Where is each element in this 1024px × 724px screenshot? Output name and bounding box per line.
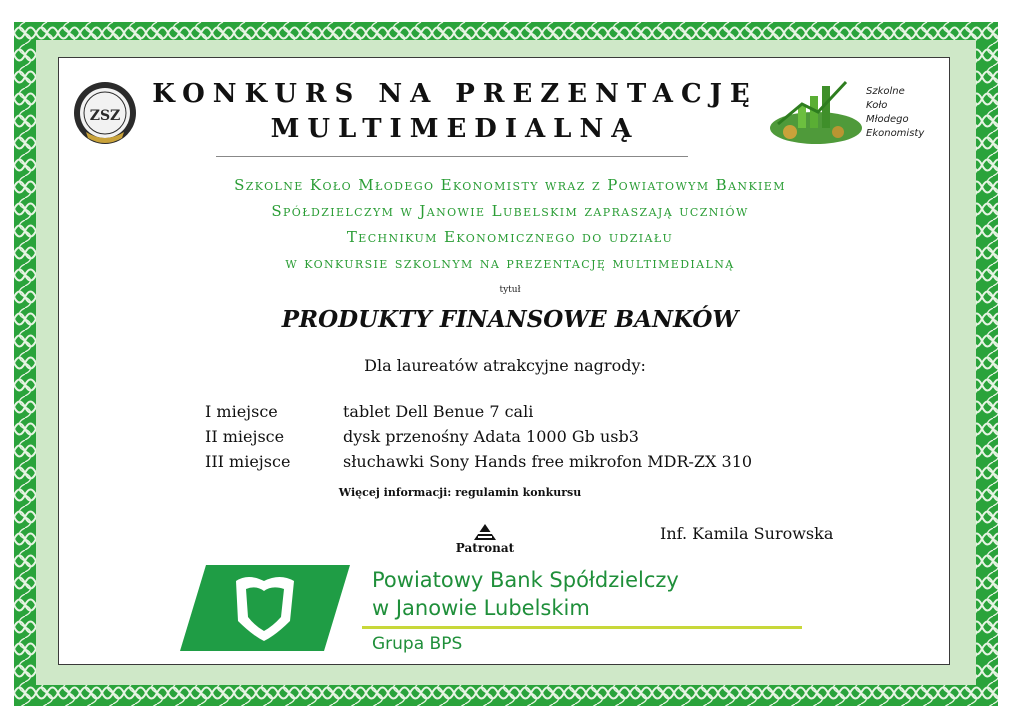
club-line-3: Młodego [866, 114, 909, 125]
prize-description: słuchawki Sony Hands free mikrofon MDR-ZX 310 [343, 452, 753, 471]
prize-place: III miejsce [205, 452, 291, 471]
prizes-intro: Dla laureatów atrakcyjne nagrody: [364, 356, 646, 375]
invitation-line-1: Szkolne Koło Młodego Ekonomisty wraz z Powiatowym Bankiem [234, 176, 786, 194]
bank-name-line-2: w Janowie Lubelskim [372, 596, 590, 620]
club-line-1: Szkolne [866, 86, 905, 97]
patron-label: Patronat [455, 541, 515, 555]
invitation-line-2: Spółdzielczym w Janowie Lubelskim zapraszają uczniów [271, 202, 749, 220]
title-line-2: MULTIMEDIALNĄ [270, 114, 640, 144]
patron-bank-icon [470, 522, 500, 542]
bank-logo [180, 563, 350, 653]
prize-row [205, 449, 825, 474]
prize-description: tablet Dell Benue 7 cali [343, 402, 534, 421]
prize-list [205, 399, 825, 474]
invitation-line-4: w konkursie szkolnym na prezentację multimedialną [285, 254, 735, 272]
school-seal-logo [72, 80, 138, 146]
prize-row [205, 424, 825, 449]
title-divider [216, 156, 688, 157]
poster-title [140, 77, 770, 147]
prize-row [205, 399, 825, 424]
club-line-2: Koło [866, 100, 888, 111]
seal-text: ZSZ [89, 108, 121, 124]
invitation-line-3: Technikum Ekonomicznego do udziału [346, 228, 674, 246]
club-line-4: Ekonomisty [866, 128, 925, 139]
club-graphic-logo [768, 76, 864, 148]
title-line-1: KONKURS NA PREZENTACJĘ [152, 79, 758, 109]
bank-group: Grupa BPS [372, 634, 463, 654]
prize-description: dysk przenośny Adata 1000 Gb usb3 [343, 427, 639, 446]
bank-divider [362, 626, 802, 629]
invitation-text [100, 172, 920, 276]
more-info-note: Więcej informacji: regulamin konkursu [338, 486, 582, 499]
prize-place: II miejsce [205, 427, 285, 446]
author-credit: Inf. Kamila Surowska [660, 524, 834, 543]
bank-name-line-1: Powiatowy Bank Spółdzielczy [372, 568, 679, 592]
title-label: tytuł [499, 285, 521, 295]
bank-name [372, 566, 812, 622]
contest-title: PRODUKTY FINANSOWE BANKÓW [281, 306, 739, 333]
club-name [866, 85, 946, 141]
prize-place: I miejsce [205, 402, 278, 421]
